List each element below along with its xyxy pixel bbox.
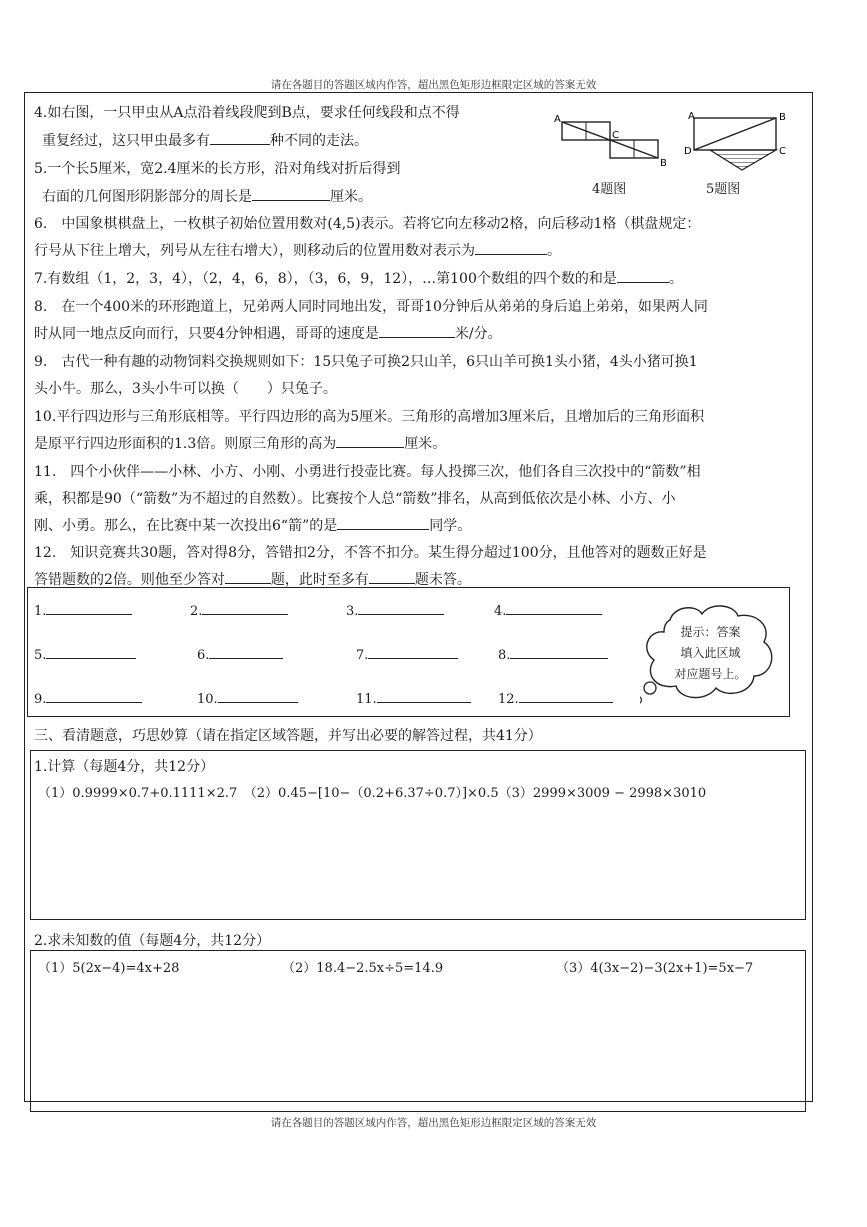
answer-blank xyxy=(225,569,271,584)
answer-number: 11. xyxy=(356,692,377,707)
question-9-line1: 9. 古代一种有趣的动物饲料交换规则如下：15只兔子可换2只山羊，6只山羊可换1头小猪，4头小猪可换1 xyxy=(34,354,698,370)
question-11-line3 xyxy=(34,515,471,537)
answer-blank xyxy=(379,323,455,338)
answer-number: 2. xyxy=(190,604,203,619)
question-6-text: 行号从下往上增大，列号从左往右增大），则移动后的位置用数对表示为 xyxy=(34,243,475,259)
fig4-point-c: C xyxy=(612,130,619,141)
part-1-title: 1.计算（每题4分，共12分） xyxy=(34,759,215,775)
answer-blank xyxy=(337,515,429,530)
answer-slot-8[interactable] xyxy=(498,646,608,663)
question-12-text-mid: 题，此时至多有 xyxy=(270,572,369,588)
answer-number: 12. xyxy=(498,692,519,707)
answer-blank xyxy=(369,569,415,584)
question-7-text: 7.有数组（1，2，3，4），（2，4，6，8），（3，6，9，12），…第100个数组的四个数的和是 xyxy=(34,271,617,287)
figure-5-label: 5题图 xyxy=(706,182,741,197)
answer-slot-2[interactable] xyxy=(190,602,288,619)
fig5-point-a: A xyxy=(688,111,695,122)
answer-number: 3. xyxy=(346,604,359,619)
footer-note: 请在各题目的答题区域内作答，超出黑色矩形边框限定区域的答案无效 xyxy=(270,1117,597,1129)
question-6-line1: 6. 中国象棋棋盘上，一枚棋子初始位置用数对(4,5)表示。若将它向左移动2格，向后移动1格（棋盘规定： xyxy=(34,216,701,232)
answer-blank xyxy=(617,268,669,283)
question-4-text: 重复经过，这只甲虫最多有 xyxy=(42,133,210,149)
figure-4-label: 4题图 xyxy=(592,182,627,197)
question-12-line1: 12. 知识竞赛共30题，答对得8分，答错扣2分，不答不扣分。某生得分超过100分，且他答对的题数正好是 xyxy=(34,545,707,561)
hint-line-3: 对应题号上。 xyxy=(674,667,747,681)
equation-2: （2）18.4−2.5x÷5=14.9 xyxy=(282,961,444,976)
question-6-text-end: 。 xyxy=(547,243,561,259)
answer-slot-7[interactable] xyxy=(356,646,458,663)
question-11-line1: 11. 四个小伙伴——小林、小方、小刚、小勇进行投壶比赛。每人投掷三次，他们各自三次投中的“箭数”相 xyxy=(34,464,701,480)
answer-number: 8. xyxy=(498,648,511,663)
question-5-line1: 5.一个长5厘米，宽2.4厘米的长方形，沿对角线对折后得到 xyxy=(34,161,401,177)
question-10-text: 是原平行四边形面积的1.3倍。则原三角形的高为 xyxy=(34,436,337,452)
question-4-text-end: 种不同的走法。 xyxy=(270,133,368,149)
fig5-point-d: D xyxy=(684,146,692,157)
answer-number: 10. xyxy=(197,692,218,707)
answer-number: 4. xyxy=(494,604,507,619)
question-5-text: 右面的几何图形阴影部分的周长是 xyxy=(42,189,252,205)
answer-blank xyxy=(475,240,547,255)
answer-slot-10[interactable] xyxy=(197,690,298,707)
header-note: 请在各题目的答题区域内作答，超出黑色矩形边框限定区域的答案无效 xyxy=(270,79,597,91)
question-4-line2 xyxy=(42,130,368,152)
answer-number: 5. xyxy=(34,648,47,663)
question-5-line2 xyxy=(42,186,372,208)
question-12-text-end: 题未答。 xyxy=(414,572,471,588)
answer-slot-3[interactable] xyxy=(346,602,444,619)
fig5-point-c: C xyxy=(779,146,786,157)
fig4-point-a: A xyxy=(554,114,561,125)
question-9-line2: 头小牛。那么，3头小牛可以换（ ）只兔子。 xyxy=(34,381,337,397)
answer-blank xyxy=(252,186,330,201)
answer-blank xyxy=(210,130,270,145)
question-7-text-end: 。 xyxy=(668,271,683,287)
fig5-point-b: B xyxy=(779,112,786,123)
equation-3: （3）4(3x−2)−3(2x+1)=5x−7 xyxy=(556,961,754,976)
answer-blank xyxy=(336,433,404,448)
answer-slot-6[interactable] xyxy=(197,646,283,663)
question-7 xyxy=(34,268,683,290)
question-10-text-end: 厘米。 xyxy=(404,436,447,452)
hint-line-1: 提示：答案 xyxy=(680,625,741,639)
answer-slot-1[interactable] xyxy=(34,602,132,619)
part-2-title: 2.求未知数的值（每题4分，共12分） xyxy=(34,933,271,949)
question-8-line1: 8. 在一个400米的环形跑道上，兄弟两人同时同地出发，哥哥10分钟后从弟弟的身后追上弟弟，如果两人同 xyxy=(34,299,708,315)
part-1-items: （1）0.9999×0.7+0.1111×2.7 （2）0.45−[10−（0.2+6.37÷0.7）]×0.5（3）2999×3009 − 2998×3010 xyxy=(38,786,707,801)
question-11-line2: 乘，积都是90（“箭数”为不超过的自然数）。比赛按个人总“箭数”排名，从高到低依次是小林、小方、小 xyxy=(34,491,676,507)
question-11-text: 刚、小勇。那么，在比赛中某一次投出6“箭”的是 xyxy=(34,518,338,534)
question-12-text: 答错题数的2倍。则他至少答对 xyxy=(34,572,225,588)
figure-5-diagram xyxy=(680,110,790,172)
question-11-text-end: 同学。 xyxy=(429,518,472,534)
question-6-line2 xyxy=(34,240,561,262)
question-5-text-end: 厘米。 xyxy=(330,189,372,205)
question-8-line2 xyxy=(34,323,502,345)
question-8-text: 时从同一地点反向而行，只要4分钟相遇，哥哥的速度是 xyxy=(34,326,379,342)
answer-number: 7. xyxy=(356,648,369,663)
hint-line-2: 填入此区域 xyxy=(680,646,741,660)
section-3-title: 三、看清题意，巧思妙算（请在指定区域答题，并写出必要的解答过程，共41分） xyxy=(34,728,542,744)
answer-number: 9. xyxy=(34,692,47,707)
hint-text xyxy=(663,622,758,685)
fig4-point-b: B xyxy=(660,158,667,169)
answer-number: 1. xyxy=(34,604,47,619)
answer-number: 6. xyxy=(197,648,210,663)
equation-1: （1）5(2x−4)=4x+28 xyxy=(38,961,180,976)
question-8-text-end: 米/分。 xyxy=(454,326,502,342)
answer-slot-4[interactable] xyxy=(494,602,602,619)
question-4-line1: 4.如右图，一只甲虫从A点沿着线段爬到B点，要求任何线段和点不得 xyxy=(34,105,460,121)
question-10-line1: 10.平行四边形与三角形底相等。平行四边形的高为5厘米。三角形的高增加3厘米后，且增加后的三角形面积 xyxy=(34,409,705,425)
question-10-line2 xyxy=(34,433,446,455)
answer-slot-9[interactable] xyxy=(34,690,142,707)
answer-slot-5[interactable] xyxy=(34,646,136,663)
figure-4-diagram xyxy=(552,110,672,170)
answer-slot-11[interactable] xyxy=(356,690,471,707)
answer-slot-12[interactable] xyxy=(498,690,613,707)
